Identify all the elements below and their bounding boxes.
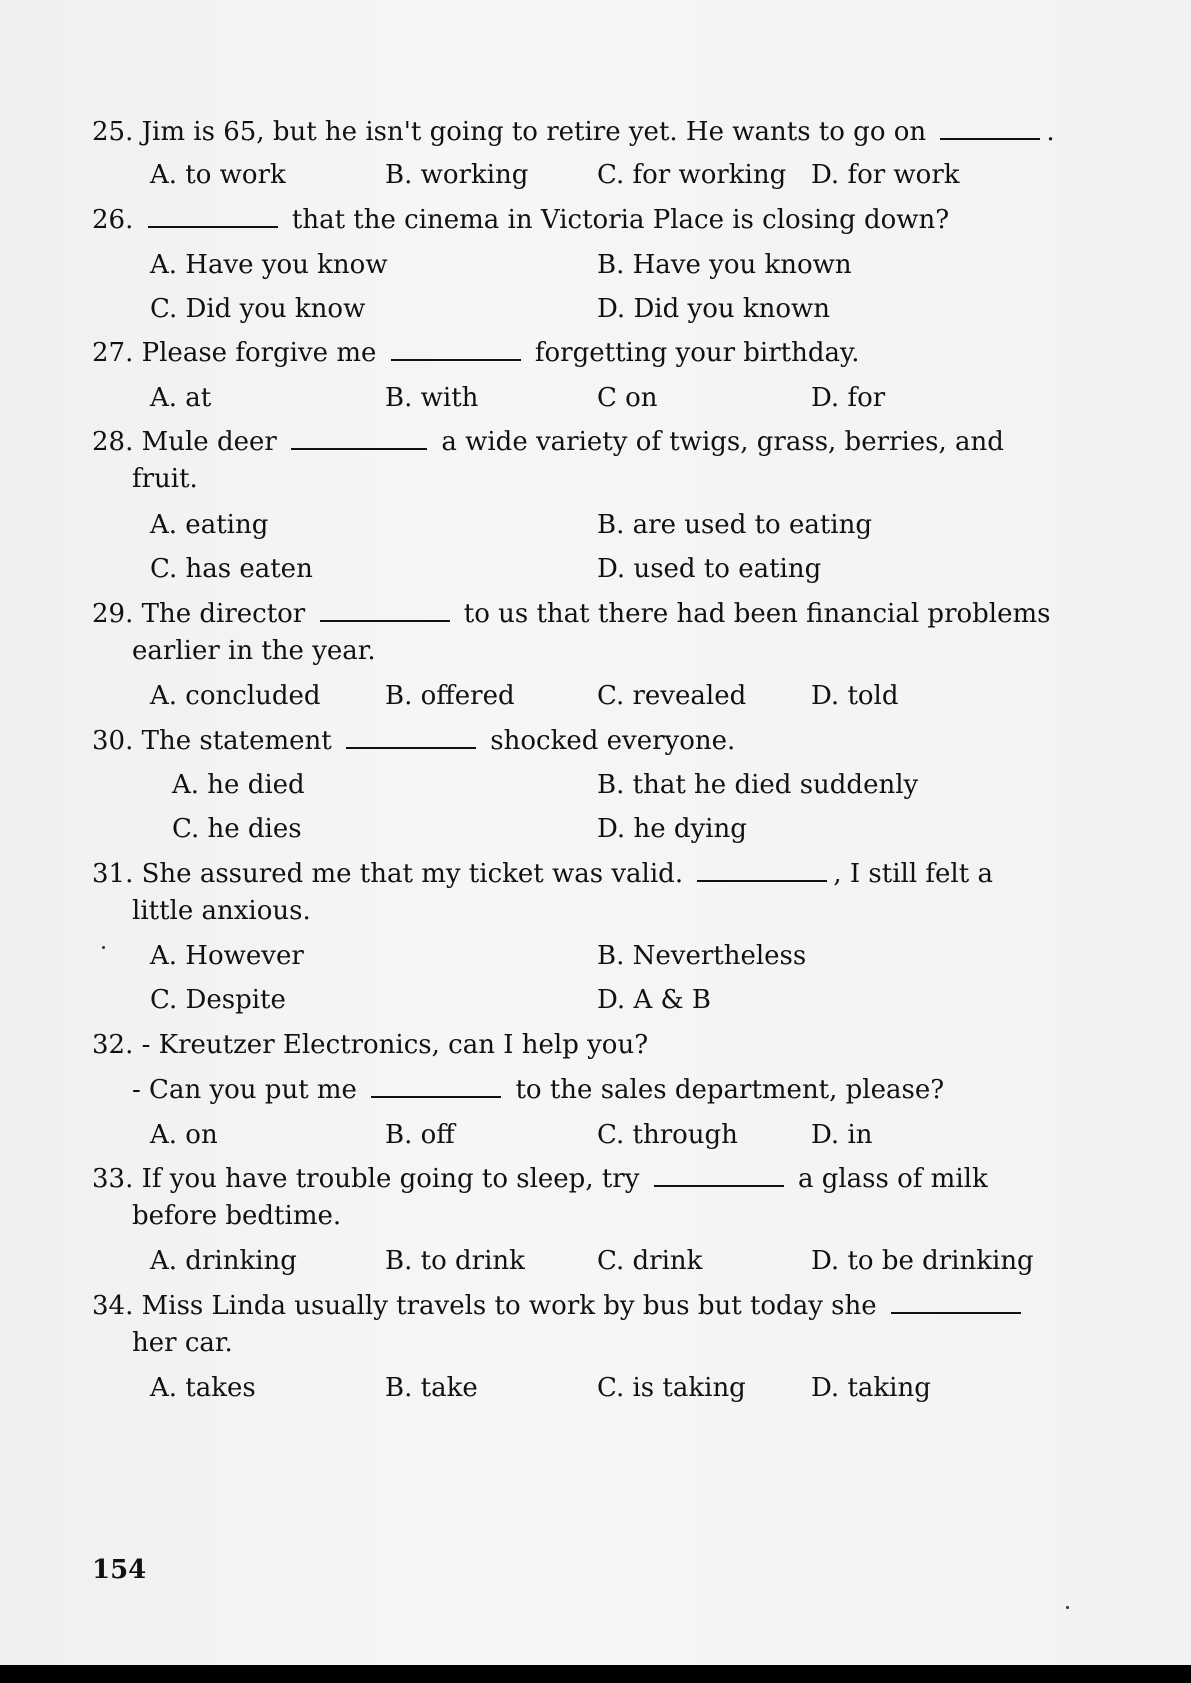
option-d: D. taking <box>811 1373 931 1403</box>
answer-blank <box>320 596 450 622</box>
option-c: C. through <box>597 1120 738 1150</box>
option-d: D. told <box>811 681 899 711</box>
question-continuation: little anxious. <box>132 896 311 926</box>
option-a: A. eating <box>150 510 269 540</box>
question-text: - Kreutzer Electronics, can I help you? <box>141 1030 649 1060</box>
option-c: C. has eaten <box>150 554 313 584</box>
option-b: B. working <box>385 160 529 190</box>
option-d: D. A & B <box>597 985 712 1015</box>
question-text: Mule deer <box>141 427 277 457</box>
question-34 <box>92 1286 1102 1326</box>
question-number: 25. <box>92 117 134 147</box>
question-number: 27. <box>92 338 134 368</box>
question-text-end: forgetting your birthday. <box>534 338 860 368</box>
option-d: D. to be drinking <box>811 1246 1034 1276</box>
option-d: D. for <box>811 383 886 413</box>
option-a: A. concluded <box>150 681 321 711</box>
option-b: B. Have you known <box>597 250 852 280</box>
option-b: B. are used to eating <box>597 510 873 540</box>
option-a: A. he died <box>172 770 305 800</box>
option-b: B. offered <box>385 681 515 711</box>
question-text-end: , I still felt a <box>833 859 993 889</box>
question-text: Jim is 65, but he isn't going to retire yet. He wants to go on <box>141 117 927 147</box>
option-c: C on <box>597 383 658 413</box>
question-30 <box>92 721 1102 761</box>
answer-blank <box>697 856 827 882</box>
option-b: B. Nevertheless <box>597 941 807 971</box>
option-a: A. on <box>150 1120 218 1150</box>
question-number: 29. <box>92 599 134 629</box>
question-27 <box>92 333 1102 373</box>
scan-border <box>0 1665 1191 1683</box>
option-b: B. that he died suddenly <box>597 770 919 800</box>
scan-speck <box>1066 1606 1069 1609</box>
answer-blank <box>346 723 476 749</box>
question-text: The director <box>141 599 306 629</box>
page-number: 154 <box>92 1555 147 1585</box>
question-32 <box>92 1025 1102 1065</box>
option-a: A. However <box>150 941 304 971</box>
question-continuation: her car. <box>132 1328 233 1358</box>
answer-blank <box>291 424 427 450</box>
question-text-end: . <box>1046 117 1055 147</box>
question-line-2 <box>132 1070 944 1110</box>
answer-blank <box>148 202 278 228</box>
option-a: A. to work <box>150 160 286 190</box>
question-text: She assured me that my ticket was valid. <box>141 859 684 889</box>
question-number: 28. <box>92 427 134 457</box>
question-number: 34. <box>92 1291 134 1321</box>
question-number: 30. <box>92 726 134 756</box>
option-c: C. he dies <box>172 814 302 844</box>
option-b: B. to drink <box>385 1246 525 1276</box>
question-text: - Can you put me <box>132 1075 357 1105</box>
question-26 <box>92 200 1102 240</box>
question-text: Please forgive me <box>141 338 377 368</box>
option-d: D. for work <box>811 160 960 190</box>
answer-blank <box>391 335 521 361</box>
question-text-end: a wide variety of twigs, grass, berries, and <box>441 427 1004 457</box>
option-d: D. used to eating <box>597 554 822 584</box>
question-number: 33. <box>92 1164 134 1194</box>
option-a: A. Have you know <box>150 250 388 280</box>
question-number: 32. <box>92 1030 134 1060</box>
answer-blank <box>891 1288 1021 1314</box>
option-c: C. Despite <box>150 985 286 1015</box>
option-c: C. Did you know <box>150 294 366 324</box>
question-continuation: fruit. <box>132 464 198 494</box>
question-text: that the cinema in Victoria Place is closing down? <box>291 205 950 235</box>
option-d: D. in <box>811 1120 873 1150</box>
question-text-end: a glass of milk <box>797 1164 988 1194</box>
question-text-end: shocked everyone. <box>490 726 736 756</box>
question-text-end: to the sales department, please? <box>515 1075 945 1105</box>
question-text: If you have trouble going to sleep, try <box>141 1164 640 1194</box>
question-33 <box>92 1159 1102 1199</box>
question-text: The statement <box>141 726 332 756</box>
option-c: C. for working <box>597 160 787 190</box>
question-number: 26. <box>92 205 134 235</box>
option-c: C. drink <box>597 1246 703 1276</box>
option-a: A. at <box>150 383 212 413</box>
question-31 <box>92 854 1102 894</box>
option-a: A. drinking <box>150 1246 297 1276</box>
question-text: Miss Linda usually travels to work by bus but today she <box>141 1291 877 1321</box>
question-29 <box>92 594 1102 634</box>
option-d: D. he dying <box>597 814 747 844</box>
answer-blank <box>940 114 1040 140</box>
question-continuation: earlier in the year. <box>132 636 376 666</box>
option-b: B. take <box>385 1373 478 1403</box>
option-c: C. revealed <box>597 681 747 711</box>
option-b: B. with <box>385 383 479 413</box>
answer-blank <box>371 1072 501 1098</box>
scan-speck <box>102 946 105 949</box>
question-28 <box>92 422 1102 462</box>
answer-blank <box>654 1161 784 1187</box>
option-b: B. off <box>385 1120 455 1150</box>
question-25 <box>92 112 1102 152</box>
option-d: D. Did you known <box>597 294 831 324</box>
question-continuation: before bedtime. <box>132 1201 342 1231</box>
question-text-end: to us that there had been financial problems <box>463 599 1051 629</box>
option-c: C. is taking <box>597 1373 746 1403</box>
option-a: A. takes <box>150 1373 256 1403</box>
question-number: 31. <box>92 859 134 889</box>
